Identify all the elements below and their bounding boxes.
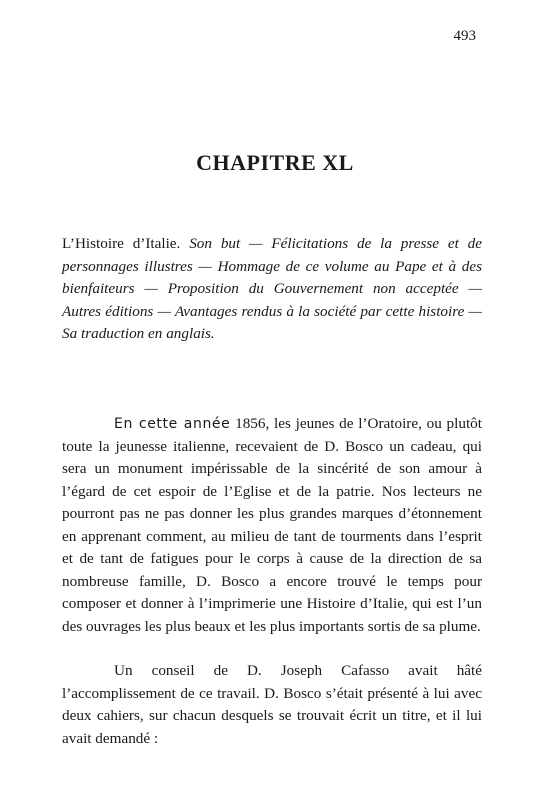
paragraph-lead: En cette année bbox=[114, 416, 231, 432]
paragraph bbox=[62, 660, 482, 750]
paragraph-text: 1856, les jeunes de l’Oratoire, ou plutôt toute la jeunesse italienne, recevaient de D. Bosco un cadeau, qui sera un monument impérissable de la sincérité de son amour à l’égard de cet espoir de l’Eglise et de la patrie. Nos lecteurs ne pourront pas ne pas donner les plus grandes marques d’étonnement en apprenant comment, au milieu de tant de tourments dans l’esprit et de tant de fatigues pour le corps à cause de la direction de sa nombreuse famille, D. Bosco a encore trouvé le temps pour composer et donner à l’imprimerie une Histoire d’Italie, qui est l’un des ouvrages les plus beaux et les plus importants sortis de sa plume. bbox=[62, 415, 482, 635]
summary-topics: Son but — Félicitations de la presse et de personnages illustres — Hommage de ce volume au Pape et à des bienfaiteurs — Proposition du Gouvernement non acceptée — Autres éditions — Avantages rendus à la société par cette histoire — Sa traduction en anglais. bbox=[62, 235, 483, 342]
chapter-summary bbox=[62, 233, 482, 346]
paragraph bbox=[62, 413, 482, 638]
chapter-title: CHAPITRE XL bbox=[196, 150, 354, 175]
page-number: 493 bbox=[453, 28, 476, 44]
summary-lead: L’Histoire d’Italie. bbox=[62, 235, 181, 252]
paragraph-text: Un conseil de D. Joseph Cafasso avait hâté l’accomplissement de ce travail. D. Bosco s’était présenté à lui avec deux cahiers, sur chacun desquels se trouvait écrit un titre, et il lui avait demandé : bbox=[62, 662, 482, 747]
body-text bbox=[62, 413, 482, 750]
